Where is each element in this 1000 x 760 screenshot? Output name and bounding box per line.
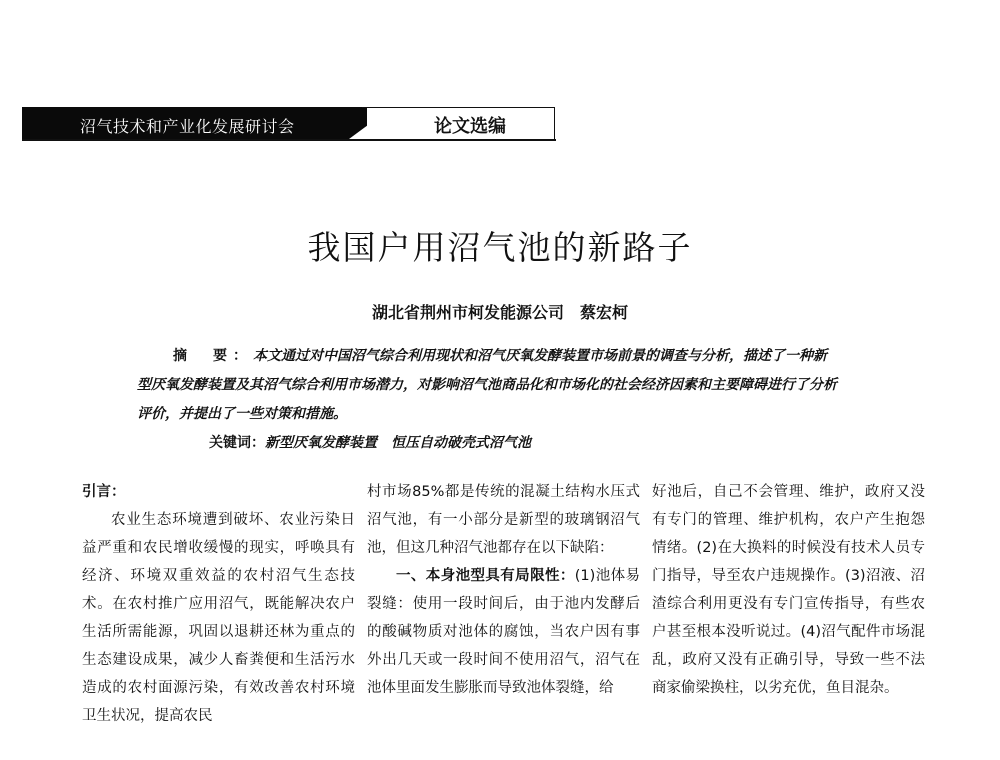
section-one-text: (1)池体易裂缝：使用一段时间后，由于池内发酵后的酸碱物质对池体的腐蚀，当农户因有事外出几天或一段时间不使用沼气，沼气在池体里面发生膨胀而导致池体裂缝，给 <box>367 568 640 696</box>
section-banner <box>22 107 557 141</box>
column2-paragraph-2 <box>367 562 640 702</box>
abstract-label: 摘 要： <box>173 348 253 364</box>
keywords-line <box>137 429 837 458</box>
banner-conference-name: 沼气技术和产业化发展研讨会 <box>80 117 295 136</box>
abstract-block <box>137 342 837 458</box>
section-one-heading: 一、本身池型具有局限性： <box>396 568 575 584</box>
abstract-paragraph <box>137 342 837 429</box>
column2-paragraph-1: 村市场85%都是传统的混凝土结构水压式沼气池，有一小部分是新型的玻璃钢沼气池，但这几种沼气池都存在以下缺陷： <box>367 484 640 556</box>
body-column-1 <box>82 478 355 730</box>
body-column-3 <box>652 478 925 702</box>
keywords-text: 新型厌氧发酵装置 恒压自动破壳式沼气池 <box>265 435 531 451</box>
intro-paragraph: 农业生态环境遭到破坏、农业污染日益严重和农民增收缓慢的现实，呼唤具有经济、环境双重效益的农村沼气生态技术。在农村推广应用沼气，既能解决农户生活所需能源，巩固以退耕还林为重点的生态建设成果，减少人畜粪便和生活污水造成的农村面源污染，有效改善农村环境卫生状况，提高农民 <box>82 512 355 724</box>
body-column-2 <box>367 478 640 702</box>
abstract-text: 本文通过对中国沼气综合利用现状和沼气厌氧发酵装置市场前景的调查与分析，描述了一种新型厌氧发酵装置及其沼气综合利用市场潜力，对影响沼气池商品化和市场化的社会经济因素和主要障碍进行了分析评价，并提出了一些对策和措施。 <box>137 348 837 422</box>
banner-rule <box>22 139 556 141</box>
author-line: 湖北省荆州市柯发能源公司 蔡宏柯 <box>371 303 628 322</box>
intro-heading: 引言： <box>82 484 126 500</box>
paper-title: 我国户用沼气池的新路子 <box>307 228 693 267</box>
keywords-label: 关键词： <box>209 435 265 451</box>
column3-paragraph-1: 好池后，自己不会管理、维护，政府又没有专门的管理、维护机构，农户产生抱怨情绪。(2)在大换料的时候没有技术人员专门指导，导至农户违规操作。(3)沼液、沼渣综合利用更没有专门宣传指导，有些农户甚至根本没听说过。(4)沼气配件市场混乱，政府又没有正确引导，导致一些不法商家偷梁换柱，以劣充优，鱼目混杂。 <box>652 484 925 696</box>
banner-section-label: 论文选编 <box>434 116 506 137</box>
